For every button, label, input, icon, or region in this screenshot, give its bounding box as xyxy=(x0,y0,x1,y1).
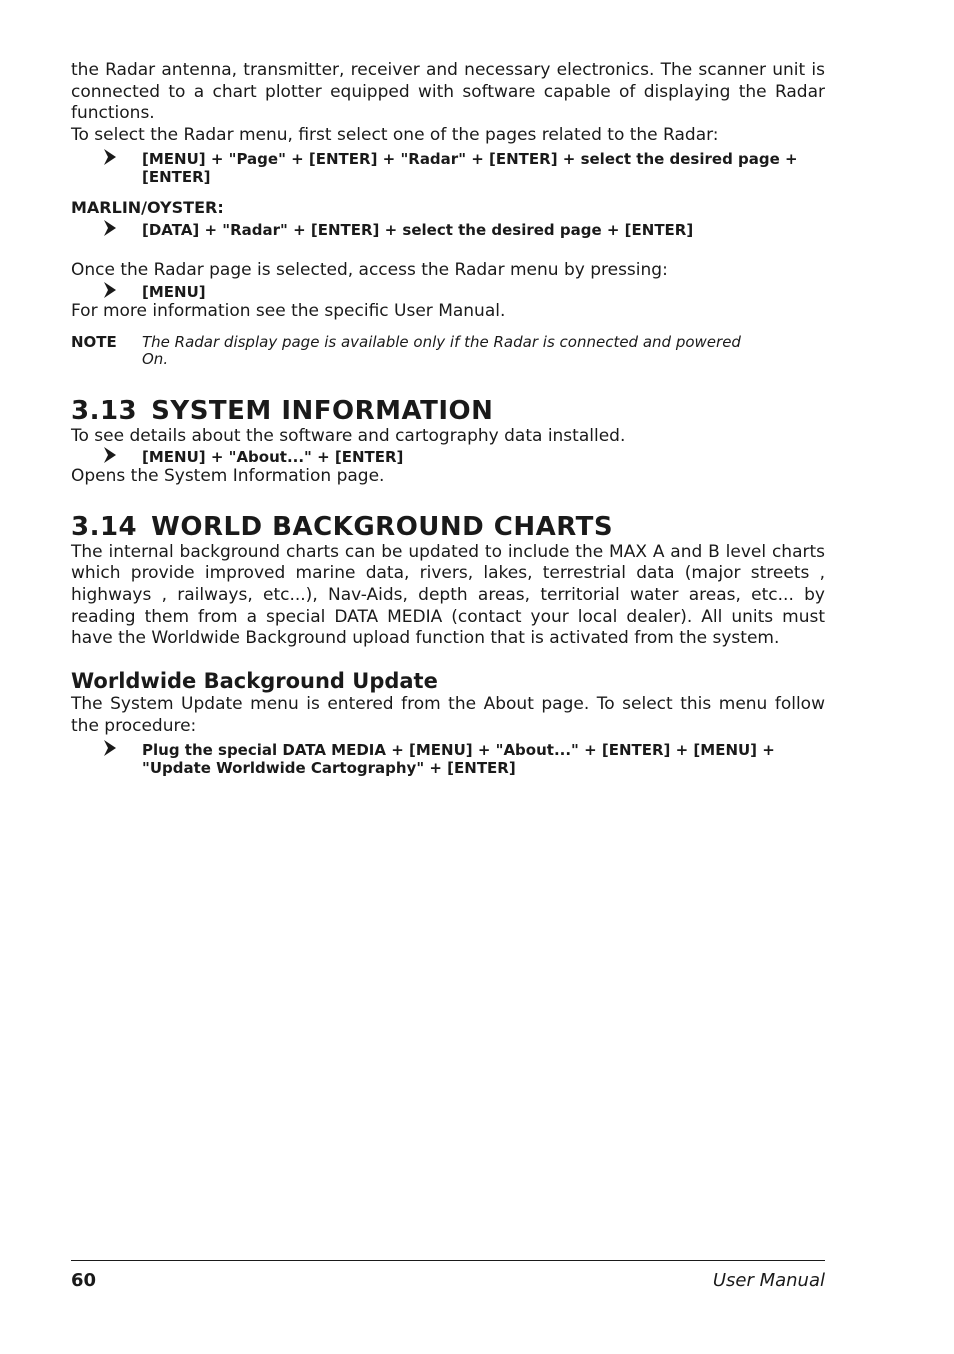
arrow-bullet-icon xyxy=(102,281,118,299)
procedure-step xyxy=(71,221,825,239)
note-label: NOTE xyxy=(71,333,117,352)
step-text: Plug the special DATA MEDIA + [MENU] + "About..." + [ENTER] + [MENU] + "Update Worldwide Cartography" + [ENTER] xyxy=(142,740,775,777)
procedure-step xyxy=(71,741,825,777)
note-text: The Radar display page is available only if the Radar is connected and powered On. xyxy=(142,333,741,369)
intro-paragraph: the Radar antenna, transmitter, receiver and necessary electronics. The scanner unit is connected to a chart plotter equipped with software capable of displaying the Radar functions. xyxy=(71,60,825,124)
step-text: [MENU] + "Page" + [ENTER] + "Radar" + [ENTER] + select the desired page + [ENTER] xyxy=(142,149,798,186)
step-text: [MENU] + "About..." + [ENTER] xyxy=(142,447,404,466)
procedure-step xyxy=(71,448,825,466)
page-number: 60 xyxy=(71,1270,97,1291)
body-paragraph: Once the Radar page is selected, access the Radar menu by pressing: xyxy=(71,259,668,280)
page-content xyxy=(71,60,825,777)
body-paragraph: For more information see the specific User Manual. xyxy=(71,300,506,321)
device-label: MARLIN/OYSTER: xyxy=(71,197,224,217)
section-title: SYSTEM INFORMATION xyxy=(151,396,494,427)
arrow-bullet-icon xyxy=(102,219,118,237)
intro-paragraph: To select the Radar menu, first select one of the pages related to the Radar: xyxy=(71,125,719,146)
subsection-heading: Worldwide Background Update xyxy=(71,669,438,694)
body-paragraph: Opens the System Information page. xyxy=(71,465,385,486)
section-heading xyxy=(71,512,825,542)
procedure-step xyxy=(71,283,825,301)
section-title: WORLD BACKGROUND CHARTS xyxy=(151,511,614,542)
section-number: 3.13 xyxy=(71,396,138,427)
body-paragraph: The System Update menu is entered from the About page. To select this menu follow the procedure: xyxy=(71,694,825,736)
body-paragraph: The internal background charts can be updated to include the MAX A and B level charts which provide improved marine data, rivers, lakes, terrestrial data (major streets , highways , railways, etc...), Nav-Aids, depth areas, territorial water areas, etc... by reading them from a special DATA MEDIA (contact your local dealer). All units must have the Worldwide Background upload function that is activated from the system. xyxy=(71,541,825,649)
section-number: 3.14 xyxy=(71,511,138,542)
manual-title: User Manual xyxy=(712,1270,825,1291)
body-paragraph: To see details about the software and cartography data installed. xyxy=(71,426,626,447)
note-block xyxy=(71,334,762,368)
procedure-step xyxy=(71,150,825,186)
arrow-bullet-icon xyxy=(102,739,118,757)
arrow-bullet-icon xyxy=(102,446,118,464)
arrow-bullet-icon xyxy=(102,148,118,166)
section-heading xyxy=(71,396,825,426)
step-text: [MENU] xyxy=(142,282,206,301)
footer-divider xyxy=(71,1260,825,1261)
step-text: [DATA] + "Radar" + [ENTER] + select the desired page + [ENTER] xyxy=(142,220,694,239)
